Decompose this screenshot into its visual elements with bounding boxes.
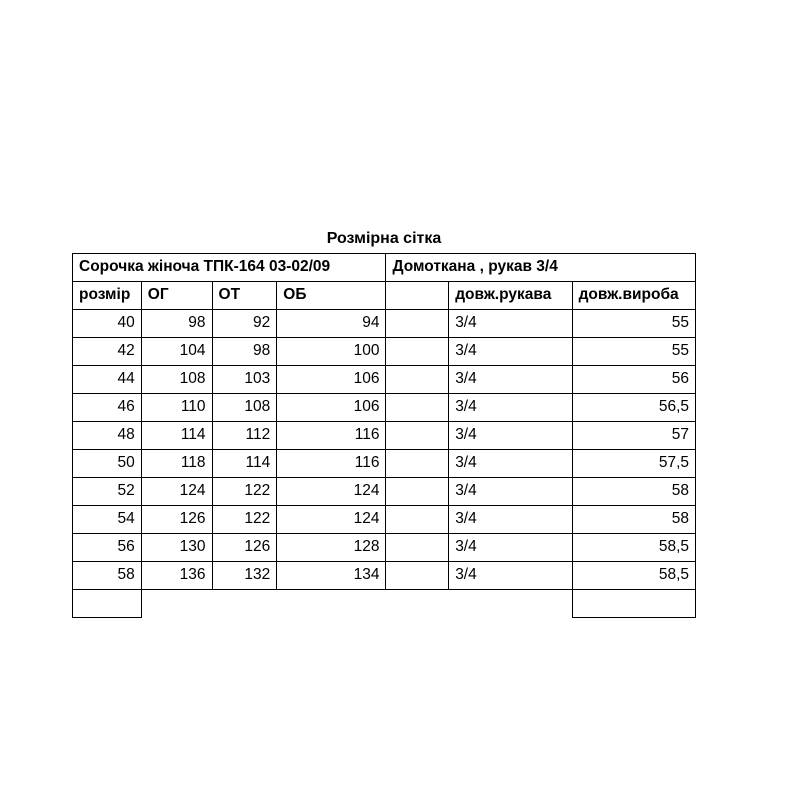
table-title-row <box>73 226 696 254</box>
cell-ot: 103 <box>212 366 277 394</box>
cell-length: 57,5 <box>572 450 695 478</box>
cell-gap <box>386 450 449 478</box>
table-row <box>73 562 696 590</box>
cell-ot: 108 <box>212 394 277 422</box>
cell-gap <box>386 394 449 422</box>
page-title: Розмірна сітка <box>326 230 442 248</box>
cell-ob: 124 <box>277 506 386 534</box>
cell-ot: 122 <box>212 506 277 534</box>
cell-gap <box>386 478 449 506</box>
table-row <box>73 450 696 478</box>
header-sleeve-length: довж.рукава <box>449 282 572 310</box>
table-row <box>73 534 696 562</box>
cell-length: 58 <box>572 506 695 534</box>
cell-size: 48 <box>73 422 142 450</box>
cell-length: 55 <box>572 310 695 338</box>
cell-size: 56 <box>73 534 142 562</box>
table-row <box>73 366 696 394</box>
cell-length: 58 <box>572 478 695 506</box>
cell-gap <box>386 366 449 394</box>
cell-og: 124 <box>141 478 212 506</box>
cell-og: 114 <box>141 422 212 450</box>
cell-ot: 126 <box>212 534 277 562</box>
cell-ot: 122 <box>212 478 277 506</box>
table-row <box>73 310 696 338</box>
cell-size: 40 <box>73 310 142 338</box>
cell-size: 50 <box>73 450 142 478</box>
header-og: ОГ <box>141 282 212 310</box>
cell-gap <box>386 338 449 366</box>
cell-ob: 94 <box>277 310 386 338</box>
cell-gap <box>386 422 449 450</box>
table-row <box>73 394 696 422</box>
cell-length: 56,5 <box>572 394 695 422</box>
cell-og: 136 <box>141 562 212 590</box>
cell-og: 126 <box>141 506 212 534</box>
fabric-label: Домоткана , рукав 3/4 <box>386 254 696 282</box>
cell-sleeve: 3/4 <box>449 478 572 506</box>
cell-og: 108 <box>141 366 212 394</box>
cell-sleeve: 3/4 <box>449 338 572 366</box>
header-gap <box>386 282 449 310</box>
cell-length: 58,5 <box>572 562 695 590</box>
header-ot: ОТ <box>212 282 277 310</box>
cell-gap <box>386 506 449 534</box>
cell-length: 57 <box>572 422 695 450</box>
cell-ob: 124 <box>277 478 386 506</box>
cell-size: 44 <box>73 366 142 394</box>
cell-size: 58 <box>73 562 142 590</box>
cell-og: 110 <box>141 394 212 422</box>
cell-length: 55 <box>572 338 695 366</box>
cell-ot: 92 <box>212 310 277 338</box>
cell-sleeve: 3/4 <box>449 310 572 338</box>
size-chart-sheet <box>72 226 696 618</box>
cell-ot: 114 <box>212 450 277 478</box>
cell-ob: 116 <box>277 422 386 450</box>
table-row <box>73 338 696 366</box>
table-row <box>73 422 696 450</box>
product-label: Сорочка жіноча ТПК-164 03-02/09 <box>73 254 386 282</box>
footer-cell-length <box>572 590 695 618</box>
cell-sleeve: 3/4 <box>449 534 572 562</box>
cell-ob: 128 <box>277 534 386 562</box>
header-ob: ОБ <box>277 282 386 310</box>
cell-sleeve: 3/4 <box>449 394 572 422</box>
cell-ot: 112 <box>212 422 277 450</box>
cell-og: 118 <box>141 450 212 478</box>
cell-gap <box>386 310 449 338</box>
cell-size: 54 <box>73 506 142 534</box>
cell-og: 104 <box>141 338 212 366</box>
cell-og: 130 <box>141 534 212 562</box>
table-row <box>73 506 696 534</box>
table-row <box>73 478 696 506</box>
size-chart-table <box>72 226 696 618</box>
cell-ob: 100 <box>277 338 386 366</box>
cell-ob: 106 <box>277 394 386 422</box>
header-size: розмір <box>73 282 142 310</box>
cell-gap <box>386 534 449 562</box>
cell-sleeve: 3/4 <box>449 506 572 534</box>
cell-sleeve: 3/4 <box>449 422 572 450</box>
cell-size: 46 <box>73 394 142 422</box>
cell-sleeve: 3/4 <box>449 562 572 590</box>
cell-gap <box>386 562 449 590</box>
cell-length: 56 <box>572 366 695 394</box>
footer-cell-spacer <box>141 590 572 618</box>
cell-ob: 106 <box>277 366 386 394</box>
cell-ot: 132 <box>212 562 277 590</box>
header-product-length: довж.вироба <box>572 282 695 310</box>
cell-sleeve: 3/4 <box>449 366 572 394</box>
cell-ob: 116 <box>277 450 386 478</box>
product-row <box>73 254 696 282</box>
cell-og: 98 <box>141 310 212 338</box>
cell-length: 58,5 <box>572 534 695 562</box>
cell-size: 52 <box>73 478 142 506</box>
cell-ob: 134 <box>277 562 386 590</box>
cell-size: 42 <box>73 338 142 366</box>
table-footer-row <box>73 590 696 618</box>
cell-ot: 98 <box>212 338 277 366</box>
header-row <box>73 282 696 310</box>
footer-cell-size <box>73 590 142 618</box>
cell-sleeve: 3/4 <box>449 450 572 478</box>
